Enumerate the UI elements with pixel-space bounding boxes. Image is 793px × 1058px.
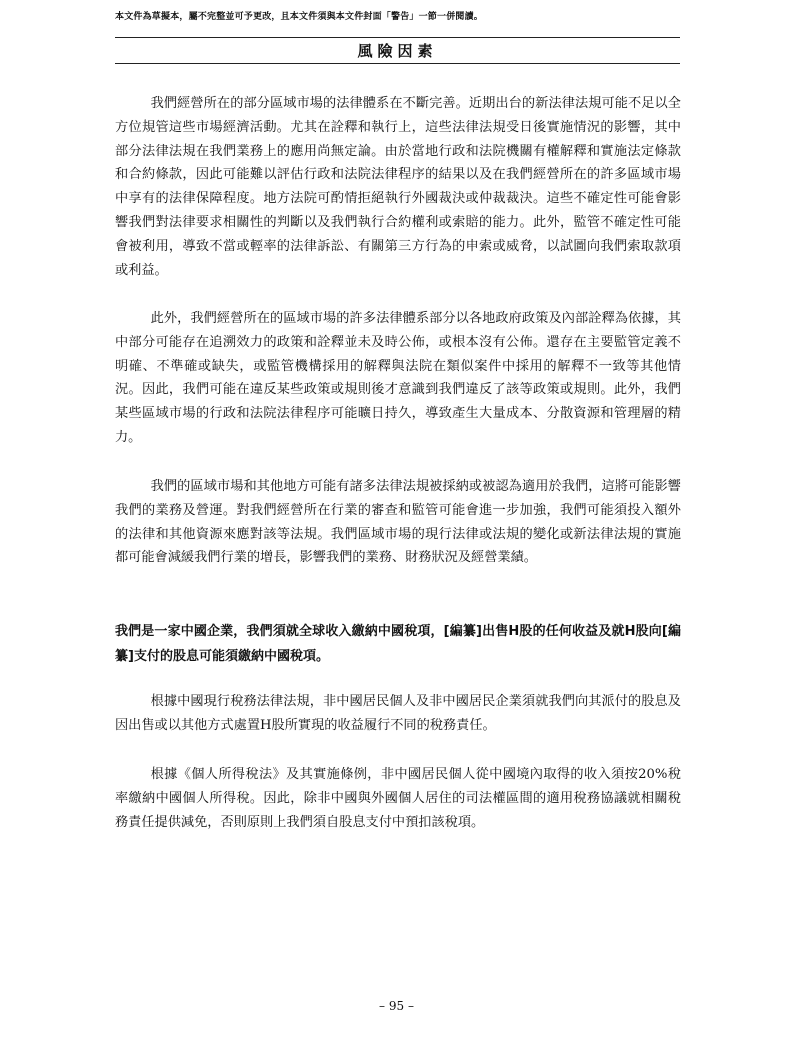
header-top-rule: [115, 37, 680, 38]
body-paragraph: 我們經營所在的部分區域市場的法律體系在不斷完善。近期出台的新法律法規可能不足以全方位規管這些市場經濟活動。尤其在詮釋和執行上，這些法律法規受日後實施情況的影響，其中部分法律法規在我們業務上的應用尚無定論。由於當地行政和法院機關有權解釋和實施法定條款和合約條款，因此可能難以評估行政和法院法律程序的結果以及在我們經營所在的許多區域市場中享有的法律保障程度。地方法院可酌情拒絕執行外國裁決或仲裁裁決。這些不確定性可能會影響我們對法律要求相關性的判斷以及我們執行合約權利或索賠的能力。此外，監管不確定性可能會被利用，導致不當或輕率的法律訴訟、有關第三方行為的申索或威脅，以試圖向我們索取款項或利益。: [115, 96, 681, 278]
header-bottom-rule: [115, 63, 680, 64]
page-number: – 95 –: [379, 999, 414, 1013]
risk-subheading: 我們是一家中國企業，我們須就全球收入繳納中國稅項，[編纂]出售H股的任何收益及就H股向[編纂]支付的股息可能須繳納中國稅項。: [115, 624, 681, 664]
body-paragraph: 我們的區域市場和其他地方可能有諸多法律法規被採納或被認為適用於我們，這將可能影響我們的業務及營運。對我們經營所在行業的審查和監管可能會進一步加強，我們可能須投入額外的法律和其他資源來應對該等法規。我們區域市場的現行法律或法規的變化或新法律法規的實施都可能會減緩我們行業的增長，影響我們的業務、財務狀況及經營業績。: [115, 479, 681, 566]
body-paragraph: 根據《個人所得稅法》及其實施條例，非中國居民個人從中國境內取得的收入須按20%稅率繳納中國個人所得稅。因此，除非中國與外國個人居住的司法權區間的適用稅務協議就相關稅務責任提供減免，否則原則上我們須自股息支付中預扣該稅項。: [115, 767, 681, 830]
body-paragraph: 根據中國現行稅務法律法規，非中國居民個人及非中國居民企業須就我們向其派付的股息及因出售或以其他方式處置H股所實現的收益履行不同的稅務責任。: [115, 694, 681, 733]
body-paragraph: 此外，我們經營所在的區域市場的許多法律體系部分以各地政府政策及內部詮釋為依據，其中部分可能存在追溯效力的政策和詮釋並未及時公佈，或根本沒有公佈。還存在主要監管定義不明確、不準確或缺失，或監管機構採用的解釋與法院在類似案件中採用的解釋不一致等其他情況。因此，我們可能在違反某些政策或規則後才意識到我們違反了該等政策或規則。此外，我們某些區域市場的行政和法院法律程序可能曠日持久，導致產生大量成本、分散資源和管理層的精力。: [115, 311, 681, 445]
section-title: 風險因素: [357, 42, 438, 60]
draft-disclaimer: 本文件為草擬本，屬不完整並可予更改，且本文件須與本文件封面「警告」一節一併閱讀。: [115, 12, 484, 22]
